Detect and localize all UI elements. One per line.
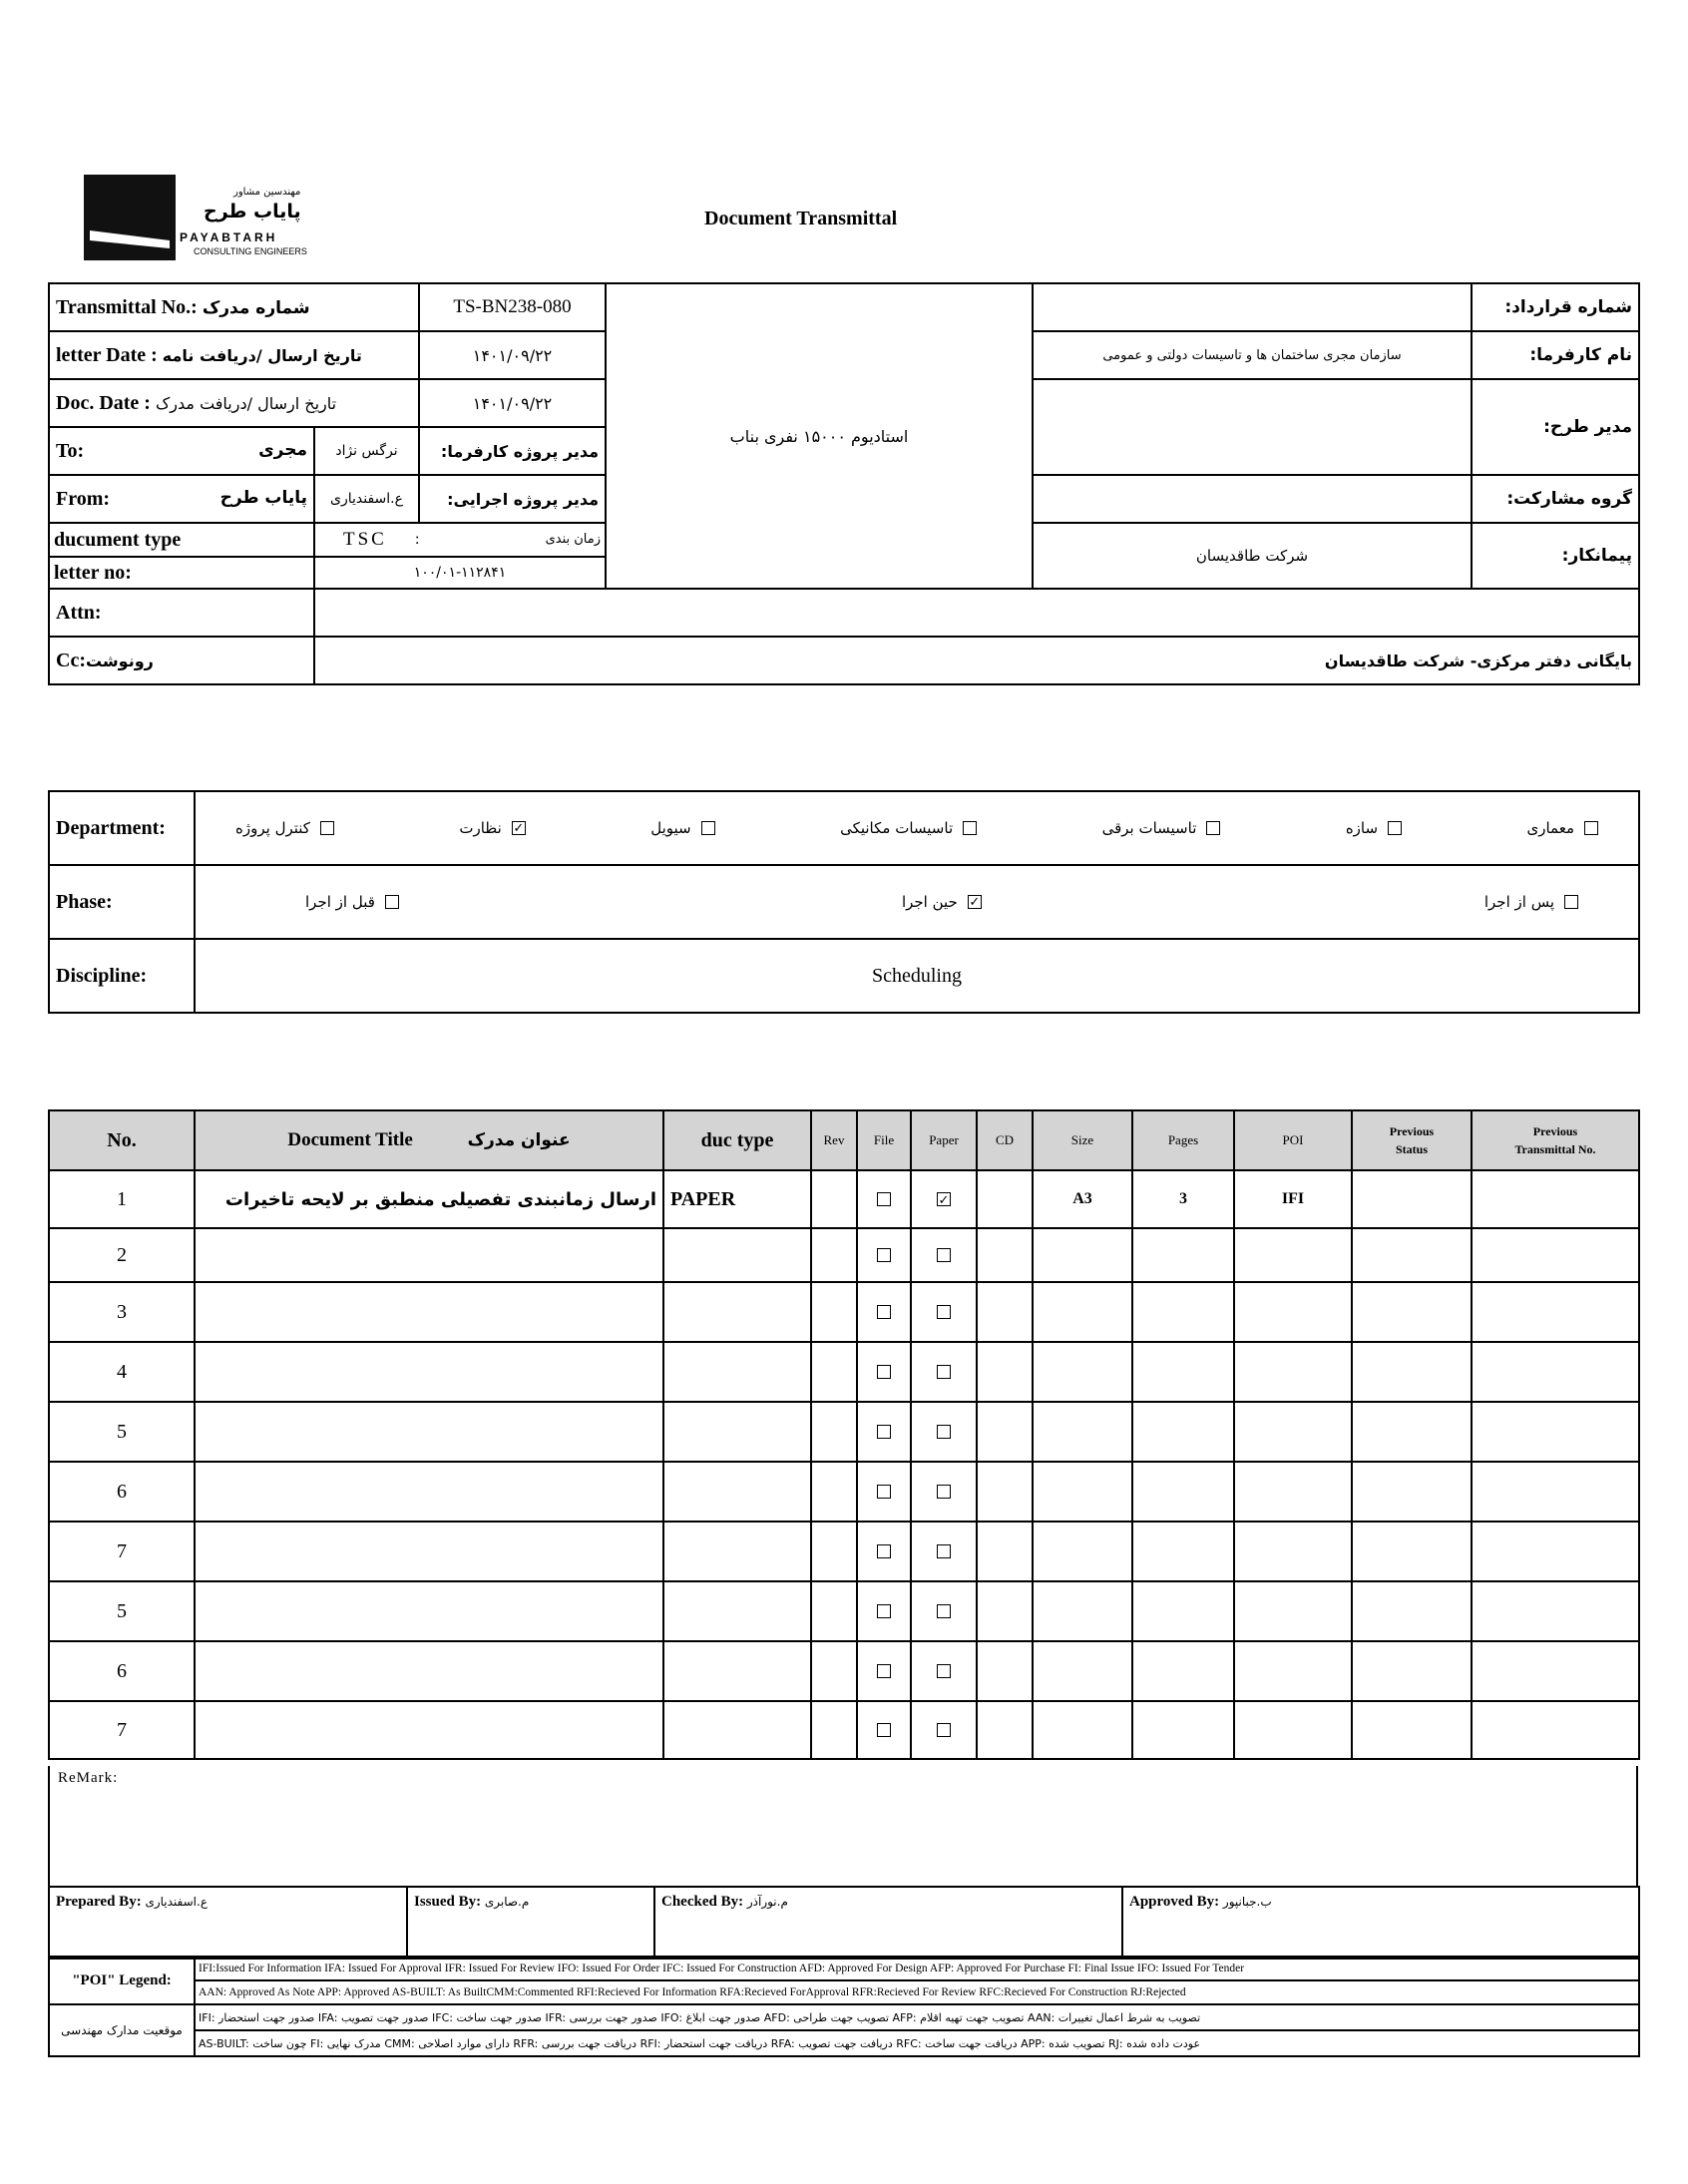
row-prev-transmittal <box>1472 1282 1639 1342</box>
department-checkbox[interactable] <box>320 821 334 835</box>
row-file <box>857 1641 911 1701</box>
row-type <box>663 1228 811 1282</box>
to-label: To: <box>56 439 85 462</box>
doc-date-label: Doc. Date : <box>56 391 151 414</box>
to-cell <box>49 427 314 475</box>
header-table <box>48 282 1640 685</box>
from-label: From: <box>56 487 111 510</box>
department-option-label: کنترل پروژه <box>235 819 310 837</box>
approved-cell <box>1122 1887 1639 1959</box>
to-value: مجری <box>258 439 307 460</box>
row-rev <box>811 1701 857 1759</box>
row-poi: IFI <box>1234 1170 1352 1228</box>
phase-label: Phase: <box>49 865 195 939</box>
col-file: File <box>857 1110 911 1170</box>
row-type <box>663 1701 811 1759</box>
contractor-value: شرکت طاقدیسان <box>1033 523 1472 589</box>
row-poi <box>1234 1402 1352 1462</box>
partner-label: گروه مشارکت: <box>1472 475 1639 523</box>
file-checkbox[interactable] <box>877 1192 891 1206</box>
row-poi <box>1234 1228 1352 1282</box>
document-row <box>49 1402 1639 1462</box>
letter-date: ۱۴۰۱/۰۹/۲۲ <box>419 331 606 379</box>
row-cd <box>977 1701 1033 1759</box>
row-prev-status <box>1352 1402 1472 1462</box>
phase-option[interactable] <box>902 893 982 911</box>
paper-checkbox[interactable] <box>937 1723 951 1737</box>
row-paper <box>911 1701 977 1759</box>
department-option-label: تاسیسات برقی <box>1101 819 1197 837</box>
row-type <box>663 1282 811 1342</box>
paper-checkbox[interactable] <box>937 1305 951 1319</box>
row-rev <box>811 1462 857 1522</box>
col-prev-status <box>1352 1110 1472 1170</box>
from-value: پایاب طرح <box>219 487 307 508</box>
document-row <box>49 1462 1639 1522</box>
row-cd <box>977 1641 1033 1701</box>
row-type <box>663 1342 811 1402</box>
file-checkbox[interactable] <box>877 1664 891 1678</box>
paper-checkbox[interactable] <box>937 1544 951 1558</box>
file-checkbox[interactable] <box>877 1305 891 1319</box>
department-list <box>235 819 1598 837</box>
row-type: PAPER <box>663 1170 811 1228</box>
row-poi <box>1234 1701 1352 1759</box>
remark-box <box>48 1766 1638 1888</box>
row-poi <box>1234 1581 1352 1641</box>
status-legend-label: موقعیت مدارک مهندسی <box>49 2004 195 2056</box>
row-file <box>857 1170 911 1228</box>
row-title <box>195 1402 663 1462</box>
cc-label: Cc: <box>56 649 86 671</box>
attn-label: Attn: <box>49 589 314 637</box>
row-paper <box>911 1170 977 1228</box>
row-file <box>857 1701 911 1759</box>
prepared-cell <box>49 1887 407 1959</box>
row-type <box>663 1522 811 1581</box>
row-file <box>857 1402 911 1462</box>
transmittal-no: TS-BN238-080 <box>419 283 606 331</box>
letter-date-label: letter Date : <box>56 343 158 366</box>
row-prev-transmittal <box>1472 1641 1639 1701</box>
project-name: استادیوم ۱۵۰۰۰ نفری بناب <box>606 283 1033 589</box>
transmittal-label-cell <box>49 283 419 331</box>
doc-type-value: TSC <box>343 529 387 550</box>
department-label: Department: <box>49 791 195 865</box>
col-title-fa: عنوان مدرک <box>467 1130 571 1150</box>
file-checkbox[interactable] <box>877 1604 891 1618</box>
row-file <box>857 1228 911 1282</box>
row-file <box>857 1462 911 1522</box>
phase-option-label: پس از اجرا <box>1483 893 1554 911</box>
row-rev <box>811 1402 857 1462</box>
poi-legend-label: "POI" Legend: <box>49 1957 195 2004</box>
document-row <box>49 1170 1639 1228</box>
row-prev-transmittal <box>1472 1701 1639 1759</box>
row-title <box>195 1581 663 1641</box>
phase-list <box>305 893 1578 911</box>
row-pages: 3 <box>1132 1170 1234 1228</box>
paper-checkbox[interactable]: ✓ <box>938 1192 950 1208</box>
row-rev <box>811 1522 857 1581</box>
doc-date-label-fa: تاریخ ارسال /دریافت مدرک <box>155 393 337 413</box>
row-poi <box>1234 1462 1352 1522</box>
row-size <box>1033 1701 1132 1759</box>
legend-line-3: IFI: صدور جهت استحضار IFA: صدور جهت تصویب IFC: صدور جهت ساخت IFR: صدور جهت بررسی IFO: صدور جهت ابلاغ AFD: تصویب جهت طراحی AFP: تصویب جهت تهیه اقلام AAN: تصویب به شرط اعمال تغییرات <box>195 2004 1639 2030</box>
row-pages <box>1132 1342 1234 1402</box>
department-option[interactable] <box>459 819 525 837</box>
contract-label: شماره قرارداد: <box>1472 283 1639 331</box>
row-pages <box>1132 1462 1234 1522</box>
row-pages <box>1132 1641 1234 1701</box>
doc-type-colon: : <box>415 531 420 548</box>
row-pages <box>1132 1228 1234 1282</box>
col-prev-transmittal <box>1472 1110 1639 1170</box>
row-prev-transmittal <box>1472 1342 1639 1402</box>
paper-checkbox[interactable] <box>937 1664 951 1678</box>
row-size <box>1033 1282 1132 1342</box>
department-checkbox[interactable] <box>963 821 977 835</box>
col-no: No. <box>49 1110 195 1170</box>
doc-type-value-cell <box>314 523 606 589</box>
row-title <box>195 1462 663 1522</box>
col-title-en: Document Title <box>287 1129 413 1150</box>
from-person: ع.اسفندیاری <box>314 475 419 523</box>
department-checkbox[interactable] <box>1206 821 1220 835</box>
file-checkbox[interactable] <box>877 1485 891 1499</box>
row-rev <box>811 1170 857 1228</box>
row-poi <box>1234 1282 1352 1342</box>
department-checkbox[interactable] <box>1584 821 1598 835</box>
row-prev-transmittal <box>1472 1402 1639 1462</box>
department-option[interactable] <box>235 819 334 837</box>
row-no: 2 <box>49 1228 195 1282</box>
col-rev: Rev <box>811 1110 857 1170</box>
row-size <box>1033 1522 1132 1581</box>
letter-no: ۱۰۰/۰۱-۱۱۲۸۴۱ <box>413 565 507 581</box>
department-checkbox[interactable] <box>1388 821 1402 835</box>
document-row <box>49 1282 1639 1342</box>
department-checkbox[interactable] <box>701 821 715 835</box>
transmittal-label: Transmittal No.: <box>56 295 198 318</box>
row-cd <box>977 1228 1033 1282</box>
row-prev-transmittal <box>1472 1228 1639 1282</box>
row-pages <box>1132 1282 1234 1342</box>
phase-option[interactable] <box>1484 893 1578 911</box>
cc-label-fa: رونوشت <box>85 651 154 670</box>
row-prev-transmittal <box>1472 1522 1639 1581</box>
row-no: 6 <box>49 1641 195 1701</box>
phase-option-label: حین اجرا <box>901 893 958 911</box>
row-prev-transmittal <box>1472 1581 1639 1641</box>
row-size <box>1033 1228 1132 1282</box>
col-prev-transmittal-line1: Previous <box>1532 1124 1578 1138</box>
file-checkbox[interactable] <box>877 1248 891 1262</box>
checked-cell <box>654 1887 1122 1959</box>
row-prev-status <box>1352 1228 1472 1282</box>
department-option-label: تاسیسات مکانیکی <box>840 819 954 837</box>
col-title <box>195 1110 663 1170</box>
page-title: Document Transmittal <box>704 208 898 229</box>
attn-value <box>314 589 1639 637</box>
documents-table <box>48 1109 1640 1760</box>
transmittal-label-fa: شماره مدرک <box>202 297 310 318</box>
row-prev-status <box>1352 1701 1472 1759</box>
row-file <box>857 1282 911 1342</box>
row-no: 3 <box>49 1282 195 1342</box>
file-checkbox[interactable] <box>877 1723 891 1737</box>
contractor-label: پیمانکار: <box>1472 523 1639 589</box>
col-size: Size <box>1033 1110 1132 1170</box>
employer-value: سازمان مجری ساختمان ها و تاسیسات دولتی و عمومی <box>1033 331 1472 379</box>
row-prev-status <box>1352 1282 1472 1342</box>
row-prev-status <box>1352 1641 1472 1701</box>
checked-by: م.نورآذر <box>746 1895 788 1909</box>
phase-option[interactable] <box>305 893 399 911</box>
row-pages <box>1132 1522 1234 1581</box>
doc-type-label: ducument type <box>50 524 313 558</box>
row-no: 4 <box>49 1342 195 1402</box>
cc-label-cell <box>49 637 314 684</box>
row-rev <box>811 1228 857 1282</box>
signatures-table <box>48 1886 1640 1960</box>
col-prev-transmittal-line2: Transmittal No. <box>1514 1142 1596 1156</box>
row-poi <box>1234 1522 1352 1581</box>
row-cd <box>977 1462 1033 1522</box>
row-title <box>195 1282 663 1342</box>
doc-type-fa: زمان بندی <box>545 532 601 547</box>
department-option[interactable] <box>650 819 714 837</box>
phase-options <box>195 865 1639 939</box>
col-prev-status-line2: Status <box>1395 1142 1428 1156</box>
col-type: duc type <box>663 1110 811 1170</box>
remark-label: ReMark: <box>58 1770 119 1786</box>
document-row <box>49 1342 1639 1402</box>
legend-line-2: AAN: Approved As Note APP: Approved AS-BUILT: As BuiltCMM:Commented RFI:Recieved For Information RFA:Recieved ForApproval RFR:Recieved For Review RFC:Recieved For Construction RJ:Rejected <box>195 1980 1639 2004</box>
row-title <box>195 1641 663 1701</box>
logo-company-en: PAYABTARH <box>180 230 278 244</box>
row-pages <box>1132 1701 1234 1759</box>
row-type <box>663 1402 811 1462</box>
row-prev-transmittal <box>1472 1170 1639 1228</box>
partner-value <box>1033 475 1472 523</box>
department-option[interactable] <box>1346 819 1402 837</box>
row-rev <box>811 1581 857 1641</box>
department-option[interactable] <box>1527 819 1599 837</box>
row-type <box>663 1462 811 1522</box>
designer-value <box>1033 379 1472 475</box>
row-paper <box>911 1581 977 1641</box>
department-option[interactable] <box>1102 819 1221 837</box>
row-file <box>857 1342 911 1402</box>
logo-company-fa: پایاب طرح <box>204 201 301 222</box>
paper-checkbox[interactable] <box>937 1485 951 1499</box>
row-paper <box>911 1342 977 1402</box>
department-option-label: نظارت <box>459 819 502 837</box>
department-option-label: معماری <box>1526 819 1574 837</box>
doc-date: ۱۴۰۱/۰۹/۲۲ <box>419 379 606 427</box>
row-paper <box>911 1228 977 1282</box>
row-poi <box>1234 1641 1352 1701</box>
to-person: نرگس نژاد <box>314 427 419 475</box>
row-prev-status <box>1352 1522 1472 1581</box>
paper-checkbox[interactable] <box>937 1425 951 1439</box>
legend-line-1: IFI:Issued For Information IFA: Issued For Approval IFR: Issued For Review IFO: Issued For Order IFC: Issued For Construction AFD: Approved For Design AFP: Approved For Purchase FI: Final Issue IFO: Issued For Tender <box>195 1957 1639 1980</box>
phase-checkbox[interactable]: ✓ <box>969 895 981 910</box>
approved-label: Approved By: <box>1129 1894 1220 1910</box>
logo-company-fa-small: مهندسین مشاور <box>233 187 301 198</box>
phase-checkbox[interactable] <box>385 895 399 909</box>
issued-by: م.صابری <box>484 1895 530 1909</box>
row-prev-status <box>1352 1342 1472 1402</box>
row-prev-status <box>1352 1581 1472 1641</box>
row-prev-status <box>1352 1170 1472 1228</box>
letter-date-label-cell <box>49 331 419 379</box>
row-rev <box>811 1342 857 1402</box>
department-option-label: سیویل <box>650 819 691 837</box>
row-pages <box>1132 1581 1234 1641</box>
row-paper <box>911 1522 977 1581</box>
doc-type-label-cell <box>49 523 314 589</box>
row-paper <box>911 1462 977 1522</box>
logo-mark-icon <box>84 175 176 260</box>
row-paper <box>911 1402 977 1462</box>
document-row <box>49 1641 1639 1701</box>
row-title <box>195 1701 663 1759</box>
row-size <box>1033 1342 1132 1402</box>
department-option-label: سازه <box>1345 819 1379 837</box>
legend-line-4: AS-BUILT: چون ساخت FI: مدرک نهایی CMM: دارای موارد اصلاحی RFR: دریافت جهت بررسی RFI: دریافت جهت استحضار RFA: دریافت جهت تصویب RFC: دریافت جهت ساخت APP: تصویب شده RJ: عودت داده شده <box>195 2030 1639 2056</box>
row-rev <box>811 1282 857 1342</box>
doc-date-label-cell <box>49 379 419 427</box>
row-pages <box>1132 1402 1234 1462</box>
row-no: 5 <box>49 1402 195 1462</box>
row-cd <box>977 1522 1033 1581</box>
row-title <box>195 1342 663 1402</box>
paper-checkbox[interactable] <box>937 1248 951 1262</box>
contract-value <box>1033 283 1472 331</box>
file-checkbox[interactable] <box>877 1425 891 1439</box>
row-poi <box>1234 1342 1352 1402</box>
from-cell <box>49 475 314 523</box>
checked-label: Checked By: <box>661 1894 744 1910</box>
document-row <box>49 1522 1639 1581</box>
row-cd <box>977 1342 1033 1402</box>
row-paper <box>911 1641 977 1701</box>
row-size <box>1033 1581 1132 1641</box>
department-checkbox[interactable]: ✓ <box>513 821 525 836</box>
paper-checkbox[interactable] <box>937 1604 951 1618</box>
employer-label: نام کارفرما: <box>1472 331 1639 379</box>
row-cd <box>977 1402 1033 1462</box>
row-cd <box>977 1282 1033 1342</box>
letter-no-label: letter no: <box>54 562 132 584</box>
row-no: 5 <box>49 1581 195 1641</box>
legend-table <box>48 1956 1640 2057</box>
document-row <box>49 1581 1639 1641</box>
row-cd <box>977 1581 1033 1641</box>
row-cd <box>977 1170 1033 1228</box>
file-checkbox[interactable] <box>877 1365 891 1379</box>
department-options <box>195 791 1639 865</box>
row-rev <box>811 1641 857 1701</box>
row-size <box>1033 1462 1132 1522</box>
col-poi: POI <box>1234 1110 1352 1170</box>
phase-checkbox[interactable] <box>1564 895 1578 909</box>
department-option[interactable] <box>840 819 977 837</box>
row-no: 7 <box>49 1701 195 1759</box>
row-file <box>857 1522 911 1581</box>
document-row <box>49 1228 1639 1282</box>
letter-date-label-fa: تاریخ ارسال /دریافت نامه <box>162 345 362 365</box>
logo-subtitle: CONSULTING ENGINEERS <box>194 246 307 256</box>
from-role: مدیر پروژه اجرایی: <box>419 475 606 523</box>
row-size <box>1033 1402 1132 1462</box>
designer-label: مدیر طرح: <box>1472 379 1639 475</box>
to-role: مدیر پروژه کارفرما: <box>419 427 606 475</box>
documents-body <box>49 1170 1639 1759</box>
classification-table <box>48 790 1640 1014</box>
row-title <box>195 1228 663 1282</box>
company-logo <box>84 175 313 262</box>
file-checkbox[interactable] <box>877 1544 891 1558</box>
row-prev-status <box>1352 1462 1472 1522</box>
row-paper <box>911 1282 977 1342</box>
row-size: A3 <box>1033 1170 1132 1228</box>
prepared-by: ع.اسفندیاری <box>145 1895 208 1909</box>
row-prev-transmittal <box>1472 1462 1639 1522</box>
discipline-label: Discipline: <box>49 939 195 1013</box>
discipline-value: Scheduling <box>195 939 1639 1013</box>
col-prev-status-line1: Previous <box>1389 1124 1435 1138</box>
paper-checkbox[interactable] <box>937 1365 951 1379</box>
row-title <box>195 1522 663 1581</box>
cc-value: بایگانی دفتر مرکزی- شرکت طاقدیسان <box>314 637 1639 684</box>
col-paper: Paper <box>911 1110 977 1170</box>
col-pages: Pages <box>1132 1110 1234 1170</box>
phase-option-label: قبل از اجرا <box>305 893 375 911</box>
row-no: 6 <box>49 1462 195 1522</box>
document-row <box>49 1701 1639 1759</box>
row-no: 7 <box>49 1522 195 1581</box>
issued-label: Issued By: <box>414 1894 482 1910</box>
row-title: ارسال زمانبندی تفصیلی منطبق بر لایحه تاخیرات <box>195 1170 663 1228</box>
issued-cell <box>407 1887 654 1959</box>
row-size <box>1033 1641 1132 1701</box>
row-no: 1 <box>49 1170 195 1228</box>
row-file <box>857 1581 911 1641</box>
col-cd: CD <box>977 1110 1033 1170</box>
row-type <box>663 1581 811 1641</box>
approved-by: ب.جبانپور <box>1222 1895 1272 1909</box>
prepared-label: Prepared By: <box>56 1894 142 1910</box>
row-type <box>663 1641 811 1701</box>
